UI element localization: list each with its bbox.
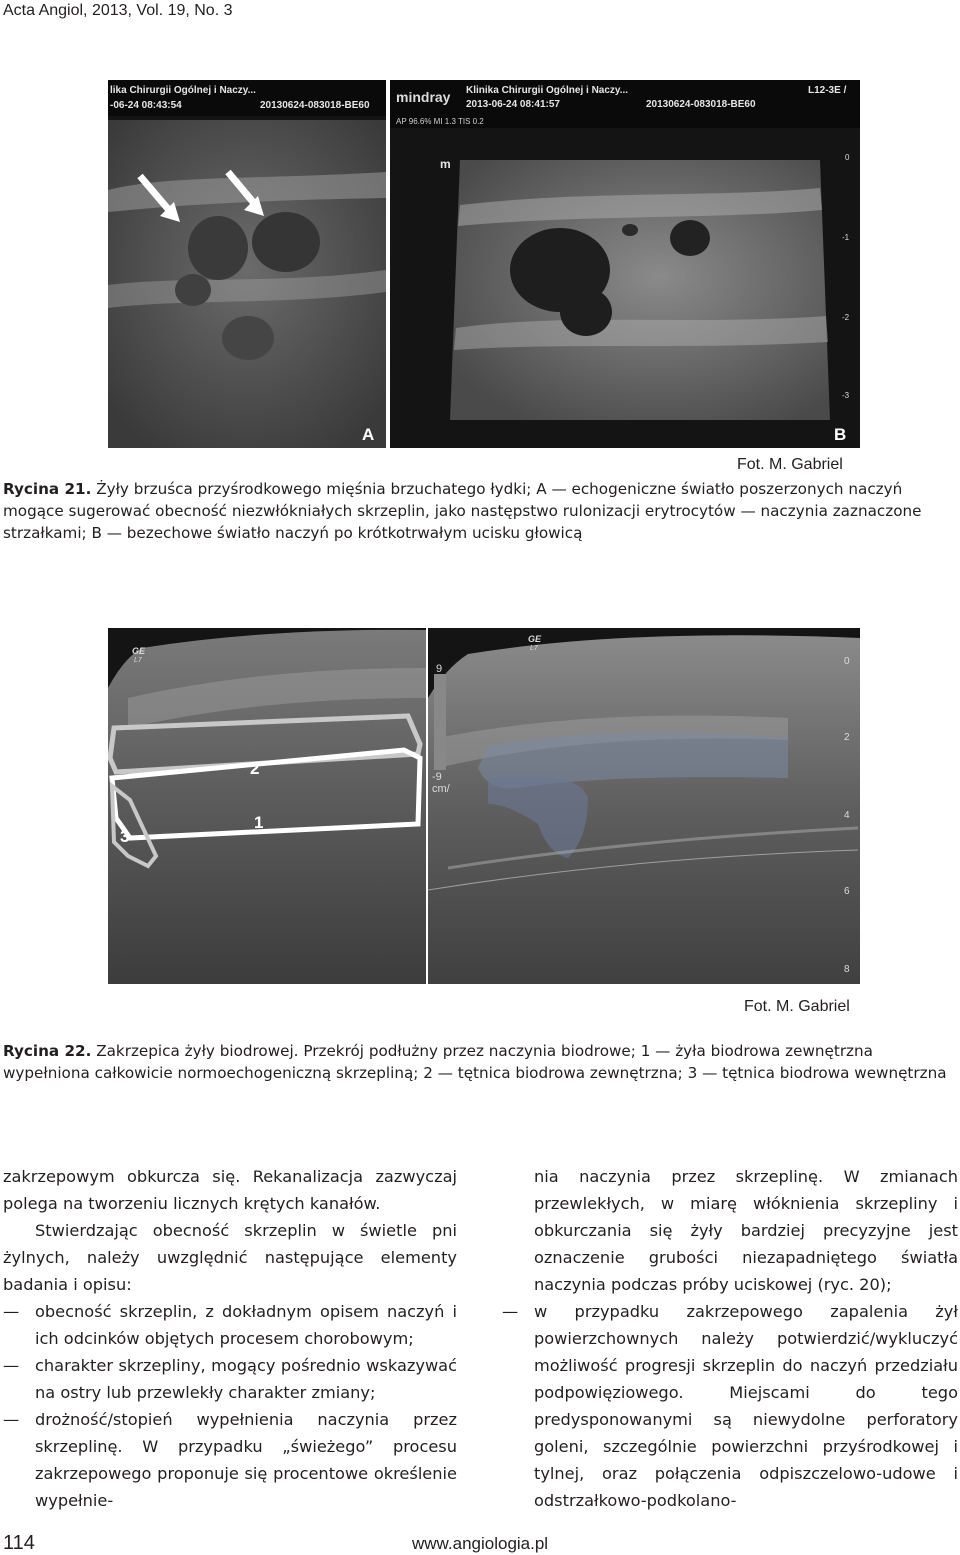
caption-label: Rycina 22. <box>3 1042 92 1060</box>
list-dash: — <box>3 1410 20 1429</box>
list-dash: — <box>3 1356 20 1375</box>
scale-bottom: -9 <box>432 771 442 783</box>
logo-ge: GE <box>132 646 146 656</box>
logo-ge: GE <box>528 634 542 644</box>
label-vein: 1 <box>254 813 264 832</box>
depth-label: -3 <box>842 391 850 400</box>
color-scale-bar <box>434 674 446 770</box>
caption-text: Żyły brzuśca przyśrodkowego mięśnia brzuchatego łydki; A — echogeniczne światło poszerzonych naczyń mogące sugerować obecność niezwłókniałych skrzeplin, jako następstwo rulonizacji erytrocytów — naczynia zaznaczone strzałkami; B — bezechowe światło naczyń po krótkotrwałym ucisku głowicą <box>3 480 922 542</box>
list-item-text: charakter skrzepliny, mogący pośrednio wskazywać na ostry lub przewlekły charakter zmiany; <box>35 1356 457 1402</box>
panel-b-label: B <box>834 425 847 444</box>
caption-label: Rycina 21. <box>3 480 92 498</box>
panel-b-clinic: Klinika Chirurgii Ogólnej i Naczy... <box>466 85 629 96</box>
paragraph: nia naczynia przez skrzeplinę. W zmianach przewlekłych, w miarę włóknienia skrzepliny i obkurczania się żyły bardziej precyzyjne jest oznaczenie grubości niezapadniętego światła naczynia podczas próby uciskowej (ryc. 20); <box>534 1167 958 1294</box>
probe-label: L7 <box>530 645 538 652</box>
caption-text: Zakrzepica żyły biodrowej. Przekrój podłużny przez naczynia biodrowe; 1 — żyła biodrowa zewnętrzna wypełniona całkowicie normoechogeniczną skrzepliną; 2 — tętnica biodrowa zewnętrzna; 3 — tętnica biodrowa wewnętrzna <box>3 1042 947 1082</box>
list-dash: — <box>3 1302 20 1321</box>
panel-b-m-marker: m <box>440 157 451 171</box>
page-number: 114 <box>3 1532 35 1554</box>
footer-url: www.angiologia.pl <box>412 1534 549 1553</box>
ultrasound-iliac-doppler <box>428 628 860 984</box>
depth-label: 2 <box>844 732 850 743</box>
figure-21-credit: Fot. M. Gabriel <box>737 456 843 473</box>
probe-label: L7 <box>134 657 142 664</box>
list-item <box>3 1406 457 1514</box>
figure-21 <box>108 80 860 448</box>
figure-21-caption <box>3 478 958 544</box>
depth-label: 0 <box>845 153 850 162</box>
ultrasound-panel-a <box>108 80 386 448</box>
panel-b-brand: mindray <box>396 89 451 105</box>
body-left-column <box>3 1163 457 1514</box>
ultrasound-iliac-grayscale <box>108 628 426 984</box>
list-dash: — <box>502 1302 519 1321</box>
depth-label: 0 <box>844 656 850 667</box>
figure-22-caption <box>3 1040 958 1084</box>
panel-b-study-id: 20130624-083018-BE60 <box>646 99 756 110</box>
panel-b-params: AP 96.6% MI 1.3 TIS 0.2 <box>396 117 484 126</box>
depth-label: -1 <box>842 233 850 242</box>
list-item-text: obecność skrzeplin, z dokładnym opisem naczyń i ich odcinków objętych procesem chorobowym; <box>35 1302 457 1348</box>
list-item-text: w przypadku zakrzepowego zapalenia żył powierzchownych należy potwierdzić/wykluczyć możliwość progresji skrzeplin do naczyń przedziału podpowięziowego. Miejscami do tego predysponowanymi są niewydolne perforatory goleni, szczególnie powierzchni przyśrodkowej i tylnej, oraz połączenia odpiszczelowo-udowe i odstrzałkowo-podkolano- <box>534 1302 958 1510</box>
ultrasound-panel-b <box>390 80 860 448</box>
list-item-text: drożność/stopień wypełnienia naczynia przez skrzeplinę. W przypadku „świeżego” procesu zakrzepowego proponuje się procentowe określenie wypełnie- <box>35 1410 457 1510</box>
scale-unit: cm/ <box>432 783 450 795</box>
paragraph: zakrzepowym obkurcza się. Rekanalizacja zazwyczaj polega na tworzeniu licznych krętych kanałów. <box>3 1167 457 1213</box>
label-internal-artery: 3 <box>120 827 130 846</box>
panel-a-study-id: 20130624-083018-BE60 <box>260 100 370 111</box>
label-external-artery: 2 <box>250 759 260 778</box>
list-item <box>3 1298 457 1352</box>
panel-a-header-1: lika Chirurgii Ogólnej i Naczy... <box>110 85 256 96</box>
list-item <box>3 1352 457 1406</box>
list-item <box>502 1298 958 1514</box>
scale-top: 9 <box>436 663 443 675</box>
panel-a-header-2: -06-24 08:43:54 <box>110 100 182 111</box>
depth-label: 4 <box>844 810 850 821</box>
panel-a-label: A <box>362 425 375 444</box>
body-right-column <box>502 1163 958 1514</box>
paragraph: Stwierdzając obecność skrzeplin w świetle pni żylnych, należy uwzględnić następujące elementy badania i opisu: <box>3 1221 457 1294</box>
depth-label: -2 <box>842 313 850 322</box>
panel-b-probe: L12-3E / <box>808 85 847 96</box>
depth-label: 6 <box>844 886 850 897</box>
depth-label: 8 <box>844 964 850 975</box>
figure-22 <box>108 628 860 984</box>
panel-b-datetime: 2013-06-24 08:41:57 <box>466 99 560 110</box>
journal-header: Acta Angiol, 2013, Vol. 19, No. 3 <box>3 2 233 19</box>
figure-22-credit: Fot. M. Gabriel <box>744 998 850 1015</box>
